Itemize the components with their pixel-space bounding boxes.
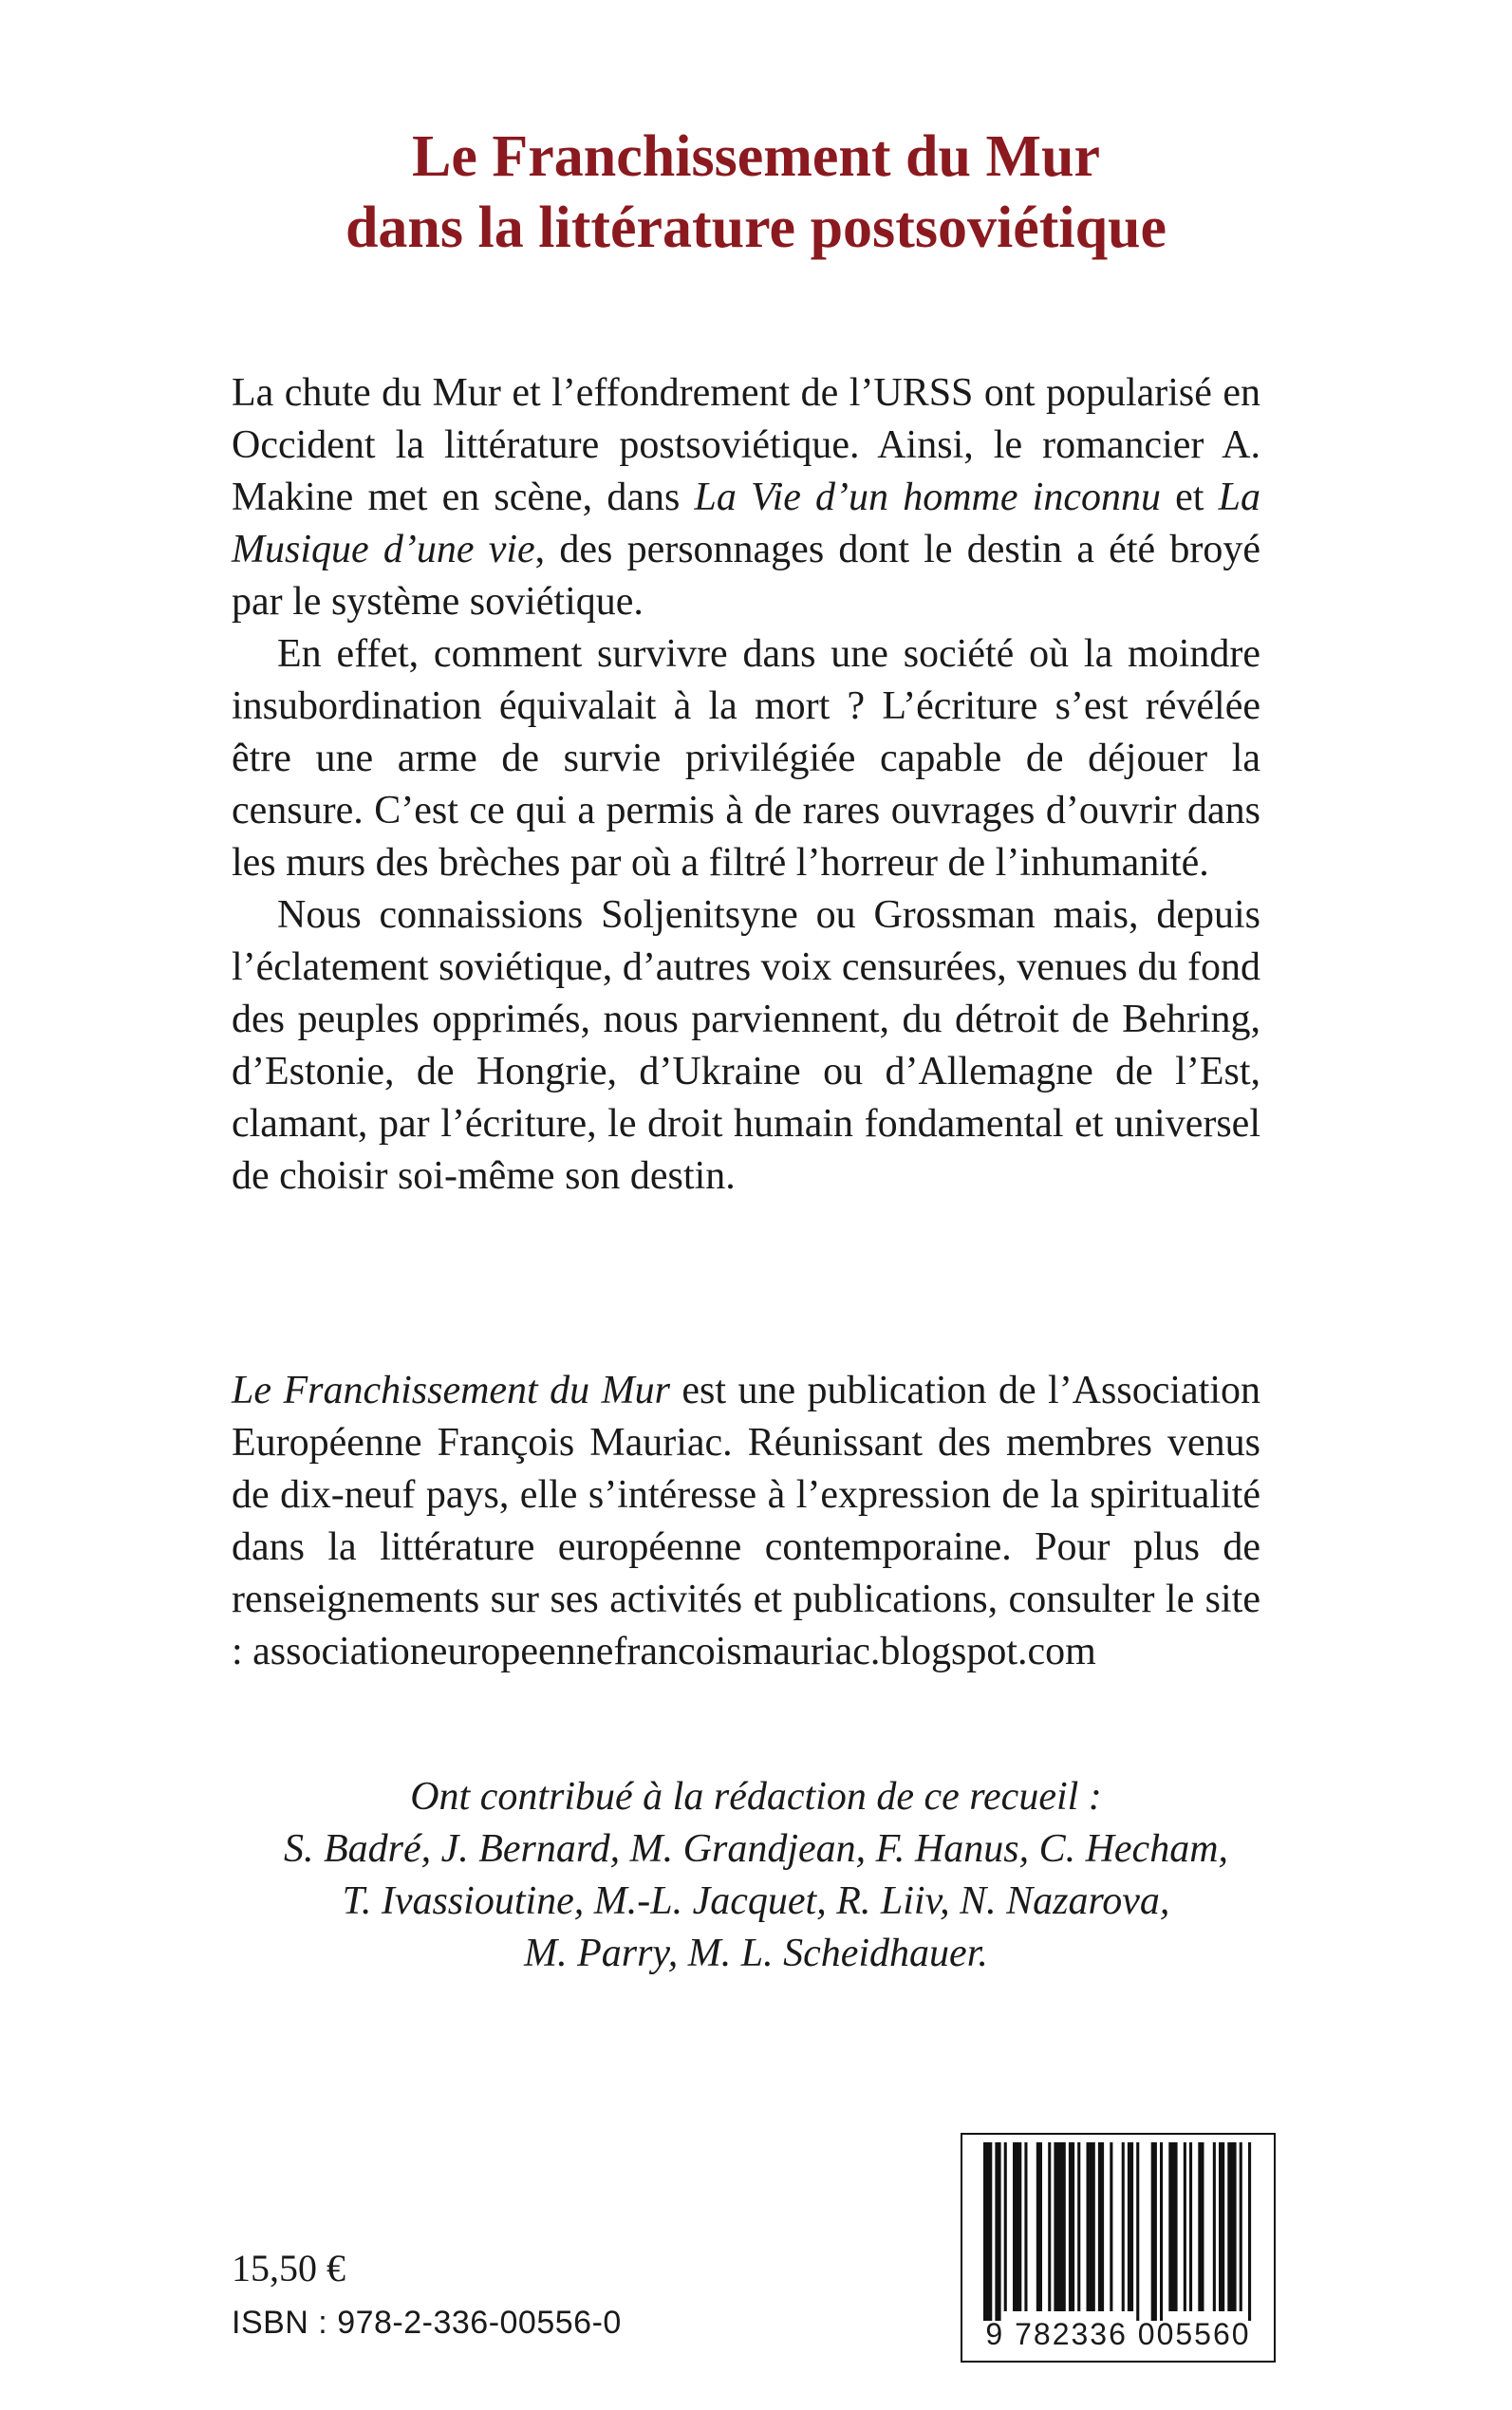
blurb-paragraph-2: En effet, comment survivre dans une société où la moindre insubordination équivalait à la mort ? L’écriture s’est révélée être une arme de survie privilégiée capable de déjouer la censure. C’est ce qui a permis à de rares ouvrages d’ouvrir dans les murs des brèches par où a filtré l’horreur de l’inhumanité.: [232, 632, 1260, 885]
barcode-bar: [1151, 2142, 1157, 2321]
barcode-digits: 9 782336 005560: [985, 2317, 1251, 2351]
barcode-bar: [1128, 2142, 1133, 2311]
title-line-2: dans la littérature postsoviétique: [345, 196, 1167, 260]
barcode-bar: [1069, 2142, 1074, 2311]
barcode-bar: [1024, 2142, 1027, 2311]
barcode-bar: [1077, 2142, 1080, 2311]
barcode-bar: [1248, 2142, 1251, 2321]
barcode-bar: [1048, 2142, 1051, 2311]
contributors-heading: Ont contribué à la rédaction de ce recueil :: [410, 1775, 1102, 1819]
barcode-bar: [983, 2142, 992, 2321]
barcode-bar: [1240, 2142, 1242, 2311]
barcode-bar: [1160, 2142, 1163, 2321]
barcode-bar: [1054, 2142, 1065, 2311]
barcode-bar: [1013, 2142, 1021, 2311]
contributors-line-2: T. Ivassioutine, M.-L. Jacquet, R. Liiv, N. Nazarova,: [342, 1879, 1170, 1923]
association-book-title: Le Franchissement du Mur: [232, 1369, 670, 1412]
blurb: [232, 367, 1260, 1203]
blurb-paragraph-3: Nous connaissions Soljenitsyne ou Grossman mais, depuis l’éclatement soviétique, d’autres voix censurées, venues du fond des peuples opprimés, nous parviennent, du détroit de Behring, d’Estonie, de Hongrie, d’Ukraine ou d’Allemagne de l’Est, clamant, par l’écriture, le droit humain fondamental et universel de choisir soi-même son destin.: [232, 893, 1260, 1198]
contributors-line-1: S. Badré, J. Bernard, M. Grandjean, F. Hanus, C. Hecham,: [283, 1827, 1229, 1871]
barcode-bar: [1213, 2142, 1216, 2311]
barcode-bar: [1087, 2142, 1095, 2311]
work-title-la-vie: La Vie d’un homme inconnu: [694, 476, 1161, 519]
association-note: [232, 1365, 1260, 1678]
title-line-1: Le Franchissement du Mur: [411, 124, 1101, 189]
barcode-bar: [995, 2142, 1000, 2321]
price: 15,50 €: [232, 2247, 345, 2289]
isbn: ISBN : 978-2-336-00556-0: [232, 2305, 622, 2341]
barcode-bar: [1110, 2142, 1112, 2311]
association-paragraph: Le Franchissement du Mur est une publication de l’Association Européenne François Mauriac. Réunissant des membres venus de dix-neuf pays, elle s’intéresse à l’expression de la spiritualité dans la littérature européenne contemporaine. Pour plus de renseignements sur ses activités et publications, consulter le site : associationeuropeennefrancoismauriac.blogspot.com: [232, 1369, 1260, 1673]
barcode: [961, 2133, 1276, 2363]
barcode-bar: [1168, 2142, 1177, 2311]
contributors-line-3: M. Parry, M. L. Scheidhauer.: [524, 1932, 988, 1975]
barcode-bar: [1198, 2142, 1204, 2311]
barcode-bar: [1184, 2142, 1186, 2311]
book-title: [0, 121, 1512, 264]
contributors: [0, 1771, 1512, 1980]
barcode-bar: [1004, 2142, 1007, 2311]
barcode-bar: [1036, 2142, 1042, 2311]
barcode-bar: [1122, 2142, 1125, 2311]
work-title-la-musique: La Musique d’une vie: [232, 476, 1261, 571]
barcode-bar: [1098, 2142, 1104, 2311]
blurb-paragraph-1: La chute du Mur et l’effondrement de l’URSS ont popularisé en Occident la littérature postsoviétique. Ainsi, le romancier A. Makine met en scène, dans La Vie d’un homme inconnu et La Musique d’une vie, des personnages dont le destin a été broyé par le système soviétique.: [232, 371, 1261, 624]
barcode-bar: [1219, 2142, 1224, 2311]
barcode-bar: [1227, 2142, 1236, 2311]
barcode-bar: [1136, 2142, 1139, 2321]
barcode-bar: [1189, 2142, 1192, 2311]
